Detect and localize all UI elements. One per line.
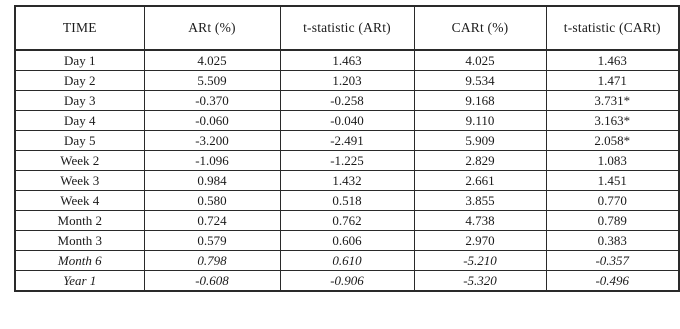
header-t-art: t-statistic (ARt) <box>280 6 414 50</box>
table-row <box>15 191 679 211</box>
cell-art: 0.579 <box>144 231 280 251</box>
table-row <box>15 271 679 292</box>
cell-art: 0.724 <box>144 211 280 231</box>
cell-t-art: 1.432 <box>280 171 414 191</box>
header-time: TIME <box>15 6 144 50</box>
cell-cart: 2.661 <box>414 171 546 191</box>
cell-t-art: -1.225 <box>280 151 414 171</box>
cell-art: 5.509 <box>144 71 280 91</box>
cell-art: -3.200 <box>144 131 280 151</box>
cell-cart: -5.210 <box>414 251 546 271</box>
table-row <box>15 251 679 271</box>
cell-time: Month 3 <box>15 231 144 251</box>
table-row <box>15 231 679 251</box>
cell-time: Week 4 <box>15 191 144 211</box>
cell-cart: 2.970 <box>414 231 546 251</box>
cell-time: Day 3 <box>15 91 144 111</box>
cell-t-cart: 0.770 <box>546 191 679 211</box>
cell-art: 0.580 <box>144 191 280 211</box>
cell-t-art: -2.491 <box>280 131 414 151</box>
cell-time: Day 5 <box>15 131 144 151</box>
cell-time: Month 6 <box>15 251 144 271</box>
cell-cart: 9.110 <box>414 111 546 131</box>
cell-t-art: 0.606 <box>280 231 414 251</box>
cell-t-cart: 1.451 <box>546 171 679 191</box>
table-row <box>15 91 679 111</box>
cell-cart: 5.909 <box>414 131 546 151</box>
header-row <box>15 6 679 50</box>
cell-art: -0.370 <box>144 91 280 111</box>
cell-cart: -5.320 <box>414 271 546 292</box>
cell-art: -0.060 <box>144 111 280 131</box>
cell-time: Day 4 <box>15 111 144 131</box>
abnormal-returns-table <box>14 5 680 292</box>
cell-t-art: -0.258 <box>280 91 414 111</box>
table-row <box>15 111 679 131</box>
cell-time: Day 2 <box>15 71 144 91</box>
cell-t-art: 0.762 <box>280 211 414 231</box>
cell-t-cart: 1.083 <box>546 151 679 171</box>
table-row <box>15 151 679 171</box>
cell-t-cart: 3.163* <box>546 111 679 131</box>
cell-time: Month 2 <box>15 211 144 231</box>
cell-cart: 4.738 <box>414 211 546 231</box>
cell-t-cart: 0.383 <box>546 231 679 251</box>
table-row <box>15 171 679 191</box>
cell-time: Day 1 <box>15 50 144 71</box>
cell-t-cart: -0.357 <box>546 251 679 271</box>
header-t-cart: t-statistic (CARt) <box>546 6 679 50</box>
cell-t-art: 0.518 <box>280 191 414 211</box>
cell-time: Week 2 <box>15 151 144 171</box>
cell-cart: 9.534 <box>414 71 546 91</box>
cell-t-art: -0.906 <box>280 271 414 292</box>
header-art: ARt (%) <box>144 6 280 50</box>
cell-cart: 2.829 <box>414 151 546 171</box>
cell-t-cart: 1.463 <box>546 50 679 71</box>
table-row <box>15 131 679 151</box>
table-header <box>15 6 679 50</box>
cell-t-art: 1.463 <box>280 50 414 71</box>
cell-cart: 3.855 <box>414 191 546 211</box>
cell-t-cart: -0.496 <box>546 271 679 292</box>
cell-art: -0.608 <box>144 271 280 292</box>
cell-cart: 9.168 <box>414 91 546 111</box>
cell-t-art: 1.203 <box>280 71 414 91</box>
cell-art: 0.798 <box>144 251 280 271</box>
cell-t-cart: 3.731* <box>546 91 679 111</box>
cell-t-cart: 0.789 <box>546 211 679 231</box>
cell-t-art: -0.040 <box>280 111 414 131</box>
cell-t-cart: 2.058* <box>546 131 679 151</box>
cell-art: -1.096 <box>144 151 280 171</box>
table-row <box>15 211 679 231</box>
header-cart: CARt (%) <box>414 6 546 50</box>
cell-cart: 4.025 <box>414 50 546 71</box>
cell-art: 4.025 <box>144 50 280 71</box>
table-body <box>15 50 679 291</box>
cell-time: Year 1 <box>15 271 144 292</box>
table-row <box>15 71 679 91</box>
table-row <box>15 50 679 71</box>
cell-t-art: 0.610 <box>280 251 414 271</box>
cell-art: 0.984 <box>144 171 280 191</box>
cell-time: Week 3 <box>15 171 144 191</box>
cell-t-cart: 1.471 <box>546 71 679 91</box>
results-table-container <box>14 5 678 292</box>
